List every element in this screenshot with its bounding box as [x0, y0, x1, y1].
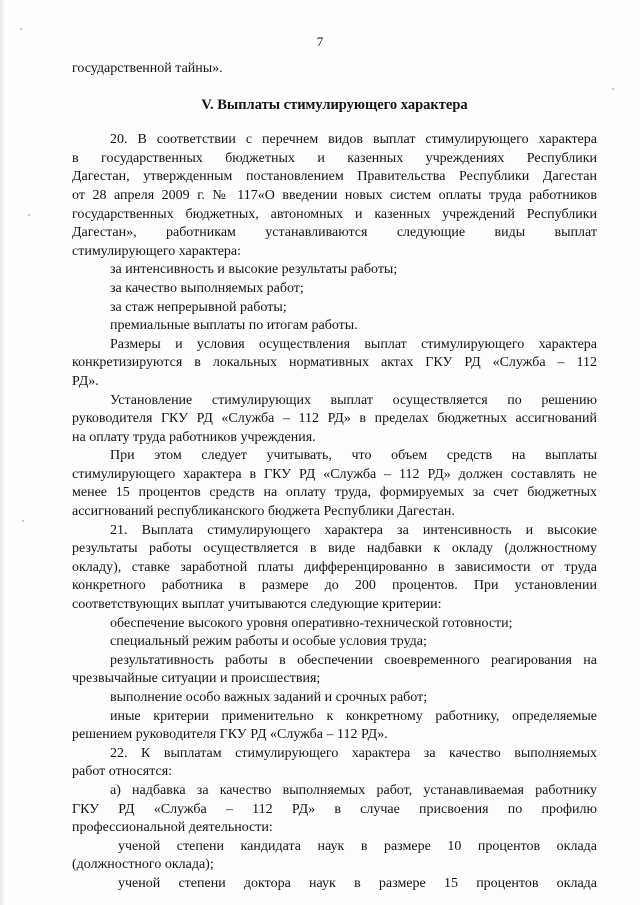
text-line: в государственных бюджетных и казенных учреждениях Республики: [72, 150, 597, 166]
text-line: При этом следует учитывать, что объем средств на выплаты: [110, 448, 597, 464]
text-line: Дагестан, утвержденным постановлением Правительства Республики Дагестан: [72, 169, 597, 185]
text-line: за стаж непрерывной работы;: [110, 299, 287, 315]
text-line: результаты работы осуществляется в виде надбавки к окладу (должностному: [72, 541, 597, 557]
text-line: окладу), ставке заработной платы дифференцированно в зависимости от труда: [72, 559, 597, 575]
text-line: стимулирующего характера:: [72, 243, 242, 259]
scan-speck: [22, 520, 24, 522]
text-line: 20. В соответствии с перечнем видов выплат стимулирующего характера: [110, 132, 597, 148]
text-line: от 28 апреля 2009 г. № 117«О введении новых систем оплаты труда работников: [72, 187, 597, 203]
text-line: менее 15 процентов средств на оплату труда, формируемых за счет бюджетных: [72, 485, 597, 501]
scan-speck: [28, 214, 30, 216]
text-line: (должностного оклада);: [72, 857, 214, 873]
text-line: конкретизируются в локальных нормативных актах ГКУ РД «Служба – 112: [72, 355, 597, 371]
section-heading: V. Выплаты стимулирующего характера: [201, 96, 468, 113]
text-line: Установление стимулирующих выплат осуществляется по решению: [110, 392, 597, 408]
text-line: работ относятся:: [72, 764, 173, 780]
text-line: 22. К выплатам стимулирующего характера за качество выполняемых: [110, 745, 597, 761]
text-line: руководителя ГКУ РД «Служба – 112 РД» в пределах бюджетных ассигнований: [72, 411, 597, 427]
text-line: стимулирующего характера в ГКУ РД «Служба – 112 РД» должен составлять не: [72, 466, 597, 482]
text-line: решением руководителя ГКУ РД «Служба – 112 РД».: [72, 727, 388, 743]
text-line: профессиональной деятельности:: [72, 820, 273, 836]
scan-speck: [612, 88, 614, 90]
text-line: за качество выполняемых работ;: [110, 280, 304, 296]
scan-speck: [20, 28, 22, 30]
scan-edge-shadow: [0, 0, 6, 905]
text-line: результативность работы в обеспечении своевременного реагирования на: [110, 652, 597, 668]
text-line: соответствующих выплат учитываются следующие критерии:: [72, 597, 442, 613]
document-body: [72, 60, 597, 894]
text-line: государственных бюджетных, автономных и казенных учреждений Республики: [72, 206, 597, 222]
text-line: выполнение особо важных заданий и срочных работ;: [110, 690, 428, 705]
text-line: за интенсивность и высокие результаты работы;: [110, 262, 398, 278]
text-line: Дагестан», работникам устанавливаются следующие виды выплат: [72, 225, 597, 241]
text-line: а) надбавка за качество выполняемых работ, устанавливаемая работнику: [110, 782, 597, 798]
text-line: государственной тайны».: [72, 61, 223, 76]
paragraph-block: [72, 131, 597, 893]
text-line: конкретного работника в размере до 200 процентов. При установлении: [72, 578, 597, 594]
text-line: РД».: [72, 373, 99, 389]
text-line: иные критерии применительно к конкретному работнику, определяемые: [110, 708, 597, 724]
text-line: обеспечение высокого уровня оперативно-технической готовности;: [110, 615, 513, 631]
text-line: Размеры и условия осуществления выплат стимулирующего характера: [110, 336, 597, 352]
text-line: на оплату труда работников учреждения.: [72, 429, 316, 445]
text-line: специальный режим работы и особые условия труда;: [110, 634, 427, 650]
text-line: премиальные выплаты по итогам работы.: [110, 318, 358, 334]
text-line: ассигнований республиканского бюджета Республики Дагестан.: [72, 504, 455, 520]
text-line: ГКУ РД «Служба – 112 РД» в случае присвоения по профилю: [72, 801, 597, 817]
text-line: 21. Выплата стимулирующего характера за интенсивность и высокие: [110, 522, 597, 538]
page-number: 7: [316, 34, 324, 49]
text-line: ученой степени доктора наук в размере 15 процентов оклада: [118, 875, 597, 891]
text-line: чрезвычайные ситуации и происшествия;: [72, 671, 321, 687]
text-line: ученой степени кандидата наук в размере 10 процентов оклада: [118, 838, 597, 854]
